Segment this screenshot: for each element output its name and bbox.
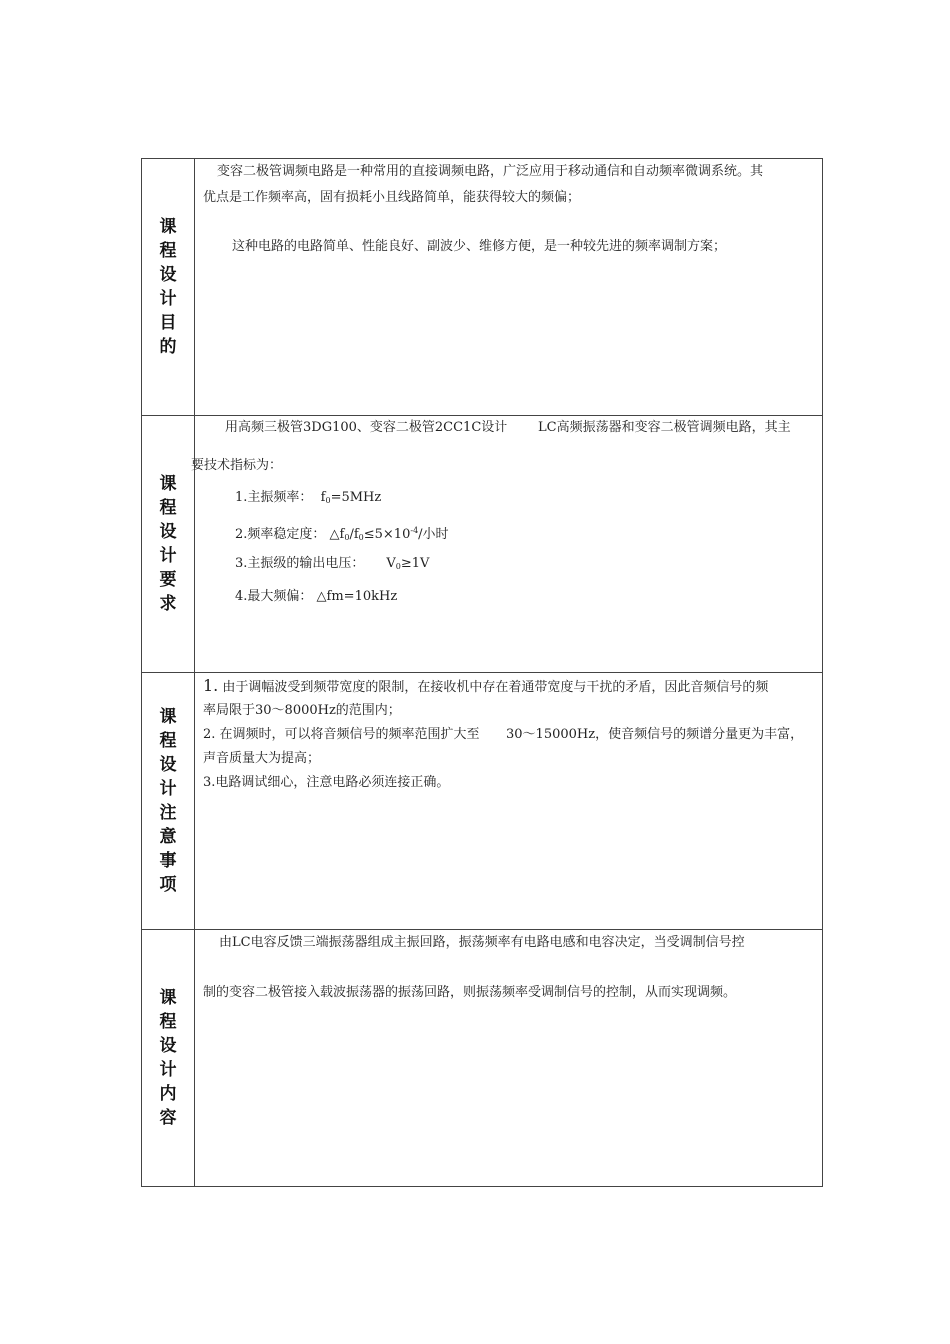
label-char: 事	[159, 851, 177, 871]
spec-value: =5MHz	[330, 490, 382, 505]
label-char: 内	[159, 1084, 177, 1104]
text-line: 这种电路的电路简单、性能良好、副波少、维修方便，是一种较先进的频率调制方案；	[232, 239, 727, 254]
spec-symbol: /f	[349, 527, 359, 542]
spec-item	[235, 521, 449, 548]
section-content-requirements	[191, 416, 823, 673]
section-row-notes	[142, 673, 823, 930]
text-line: 优点是工作频率高，固有损耗小且线路简单，能获得较大的频偏；	[203, 190, 581, 205]
section-label-requirements	[142, 416, 195, 673]
label-char: 设	[159, 522, 177, 542]
section-content-notes	[195, 673, 823, 930]
section-content-purpose	[195, 159, 823, 416]
text-line: 制的变容二极管接入载波振荡器的振荡回路，则振荡频率受调制信号的控制，从而实现调频。	[203, 985, 737, 1000]
subscript: 0	[358, 533, 364, 542]
text-line: 由LC电容反馈三端振荡器组成主振回路，振荡频率有电路电感和电容决定，当受调制信号控	[219, 935, 745, 950]
label-char: 程	[159, 731, 177, 751]
label-char: 课	[159, 988, 177, 1008]
label-char: 注	[159, 803, 177, 823]
spec-value: ≤5×10	[363, 527, 411, 542]
label-char: 项	[159, 875, 177, 895]
text-line: 2. 在调频时，可以将音频信号的频率范围扩大至	[203, 727, 480, 742]
label-char: 设	[159, 755, 177, 775]
label-char: 计	[159, 546, 177, 566]
label-char: 课	[159, 707, 177, 727]
section-row-purpose	[142, 159, 823, 416]
spec-unit: /小时	[418, 527, 449, 542]
list-number: 1.	[203, 676, 219, 695]
text-line: 3.电路调试细心，注意电路必须连接正确。	[203, 775, 450, 790]
text-line	[203, 676, 768, 698]
section-label-content	[142, 930, 195, 1187]
label-char: 设	[159, 265, 177, 285]
label-char: 设	[159, 1036, 177, 1056]
label-char: 要	[159, 570, 177, 590]
label-char: 程	[159, 241, 177, 261]
spec-item	[235, 554, 429, 577]
section-row-requirements	[142, 416, 823, 673]
spec-label: 4.最大频偏：	[235, 589, 313, 604]
course-design-table	[141, 158, 823, 1187]
subscript: 0	[325, 496, 331, 505]
section-row-content	[142, 930, 823, 1187]
superscript: -4	[410, 526, 419, 535]
spec-label: 3.主振级的输出电压：	[235, 556, 365, 571]
subscript: 0	[395, 562, 401, 571]
label-char: 程	[159, 498, 177, 518]
section-label-purpose	[142, 159, 195, 416]
spec-value: ≥1V	[400, 556, 430, 571]
label-char: 课	[159, 474, 177, 494]
label-char: 计	[159, 779, 177, 799]
text-line: 率局限于30～8000Hz的范围内；	[203, 703, 401, 718]
label-char: 目	[159, 313, 177, 333]
section-label-notes	[142, 673, 195, 930]
subscript: 0	[344, 533, 350, 542]
label-char: 的	[159, 337, 177, 357]
text-line: LC高频振荡器和变容二极管调频电路，其主	[538, 420, 791, 435]
spec-value: △fm=10kHz	[316, 589, 398, 604]
spec-symbol: V	[386, 556, 396, 571]
text-line: 用高频三极管3DG100、变容二极管2CC1C设计	[225, 420, 508, 435]
label-char: 程	[159, 1012, 177, 1032]
spec-symbol: f	[320, 490, 326, 505]
text-line: 30～15000Hz，使音频信号的频谱分量更为丰富，	[506, 727, 804, 742]
spec-item	[235, 488, 381, 511]
label-char: 计	[159, 1060, 177, 1080]
text-span: 由于调幅波受到频带宽度的限制，在接收机中存在着通带宽度与干扰的矛盾，因此音频信号的频	[222, 680, 769, 695]
label-char: 意	[159, 827, 177, 847]
text-line: 声音质量大为提高；	[203, 751, 321, 766]
label-char: 课	[159, 217, 177, 237]
label-char: 容	[159, 1108, 177, 1128]
label-char: 计	[159, 289, 177, 309]
spec-label: 2.频率稳定度：	[235, 527, 326, 542]
spec-symbol: △f	[329, 527, 345, 542]
spec-item	[235, 587, 397, 607]
text-line: 要技术指标为：	[191, 458, 283, 473]
spec-label: 1.主振频率：	[235, 490, 313, 505]
text-line: 变容二极管调频电路是一种常用的直接调频电路，广泛应用于移动通信和自动频率微调系统。其	[217, 164, 764, 179]
section-content-details	[195, 930, 823, 1187]
label-char: 求	[159, 594, 177, 614]
